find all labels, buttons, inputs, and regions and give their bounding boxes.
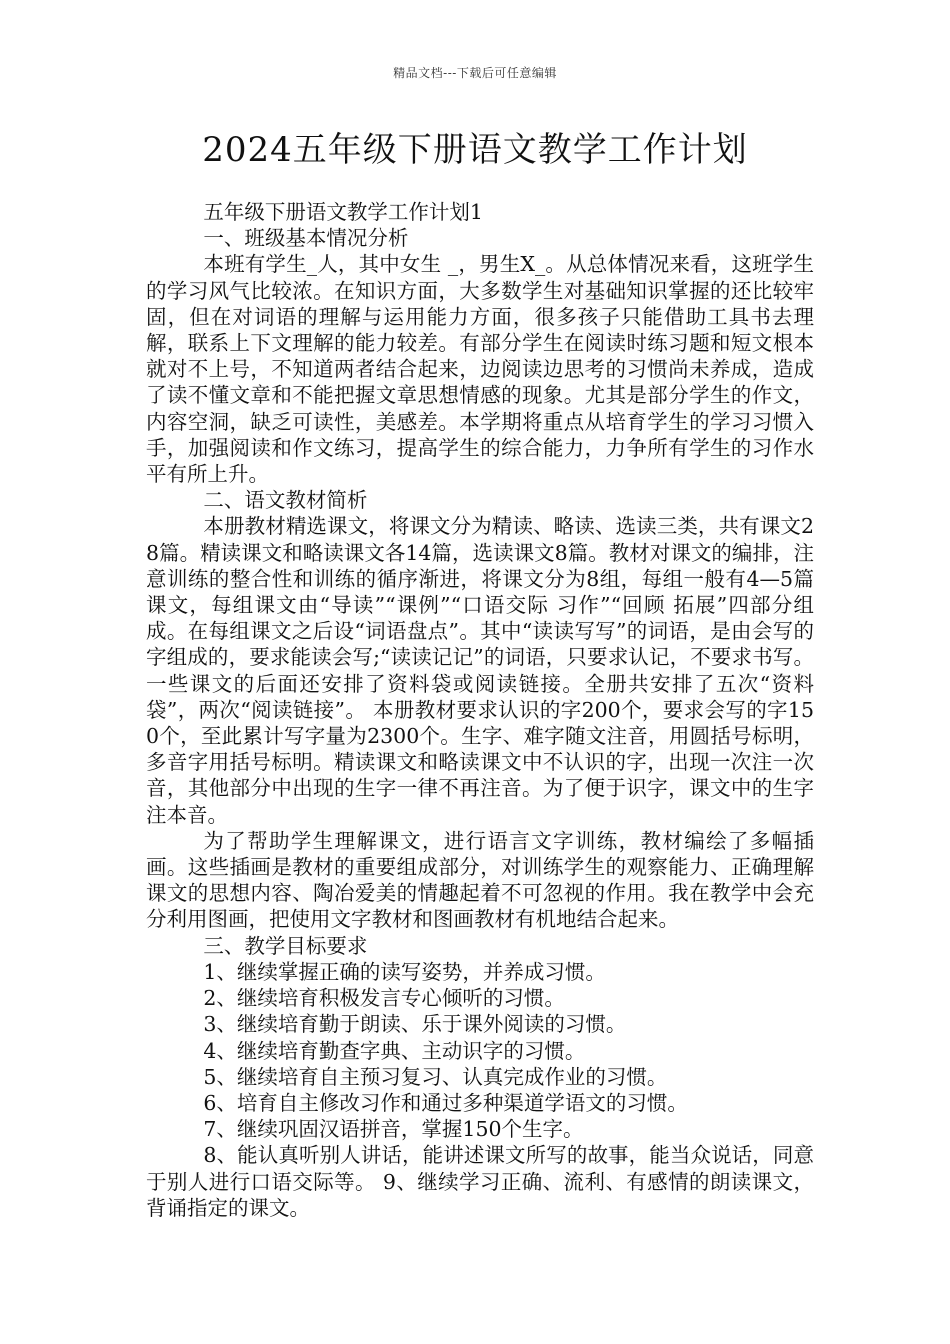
goal-item: 1、继续掌握正确的读写姿势，并养成习惯。 bbox=[203, 959, 606, 984]
goal-item: 2、继续培育积极发言专心倾听的习惯。 bbox=[203, 986, 565, 1011]
goal-item: 4、继续培育勤查字典、主动识字的习惯。 bbox=[203, 1038, 586, 1063]
goal-item: 7、继续巩固汉语拼音，掌握150个生字。 bbox=[203, 1117, 584, 1142]
document-body bbox=[146, 199, 814, 1221]
paragraph-class-analysis: 本班有学生_人，其中女生 _，男生X_。从总体情况来看，这班学生的学习风气比较浓。在知识方面，大多数学生对基础知识掌握的还比较牢固，但在对词语的理解与运用能力方面，很多孩子只能借助工具书去理解，联系上下文理解的能力较差。有部分学生在阅读时练习题和短文根本就对不上号，不知道两者结合起来，边阅读边思考的习惯尚未养成，造成了读不懂文章和不能把握文章思想情感的现象。尤其是部分学生的作文，内容空洞，缺乏可读性，美感差。本学期将重点从培育学生的学习习惯入手，加强阅读和作文练习，提高学生的综合能力，力争所有学生的习作水平有所上升。 bbox=[146, 252, 814, 487]
goal-item: 3、继续培育勤于朗读、乐于课外阅读的习惯。 bbox=[203, 1012, 627, 1037]
paragraph-textbook: 本册教材精选课文，将课文分为精读、略读、选读三类，共有课文28篇。精读课文和略读课文各14篇，选读课文8篇。教材对课文的编排，注意训练的整合性和训练的循序渐进，将课文分为8组，每组一般有4—5篇课文，每组课文由“导读”“课例”“口语交际 习作”“回顾 拓展”四部分组成。在每组课文之后设“词语盘点”。其中“读读写写”的词语，是由会写的字组成的，要求能读会写;“读读记记”的词语，只要求认记，不要求书写。一些课文的后面还安排了资料袋或阅读链接。全册共安排了五次“资料袋”，两次“阅读链接”。 本册教材要求认识的字200个，要求会写的字150个，至此累计写字量为2300个。生字、难字随文注音，用圆括号标明，多音字用括号标明。精读课文和略读课文中不认识的字，出现一次注一次音，其他部分中出现的生字一律不再注音。为了便于识字，课文中的生字注本音。 bbox=[146, 514, 814, 827]
document-title: 2024五年级下册语文教学工作计划 bbox=[202, 130, 748, 170]
paragraph-illustrations: 为了帮助学生理解课文，进行语言文字训练，教材编绘了多幅插画。这些插画是教材的重要组成部分，对训练学生的观察能力、正确理解课文的思想内容、陶冶爱美的情趣起着不可忽视的作用。我在教学中会充分利用图画，把使用文字教材和图画教材有机地结合起来。 bbox=[146, 828, 814, 932]
plan-subtitle: 五年级下册语文教学工作计划1 bbox=[203, 200, 483, 224]
goal-item-multiline: 8、能认真听别人讲话，能讲述课文所写的故事，能当众说话，同意于别人进行口语交际等。 9、继续学习正确、流利、有感情的朗读课文，背诵指定的课文。 bbox=[146, 1143, 814, 1220]
section-heading-textbook: 二、语文教材简析 bbox=[203, 488, 368, 513]
goal-item: 5、继续培育自主预习复习、认真完成作业的习惯。 bbox=[203, 1064, 668, 1089]
section-heading-goals: 三、教学目标要求 bbox=[203, 933, 368, 958]
page-header-note: 精品文档---下载后可任意编辑 bbox=[393, 66, 557, 80]
goal-item: 6、培育自主修改习作和通过多种渠道学语文的习惯。 bbox=[203, 1090, 688, 1115]
section-heading-class-analysis: 一、班级基本情况分析 bbox=[203, 226, 409, 251]
